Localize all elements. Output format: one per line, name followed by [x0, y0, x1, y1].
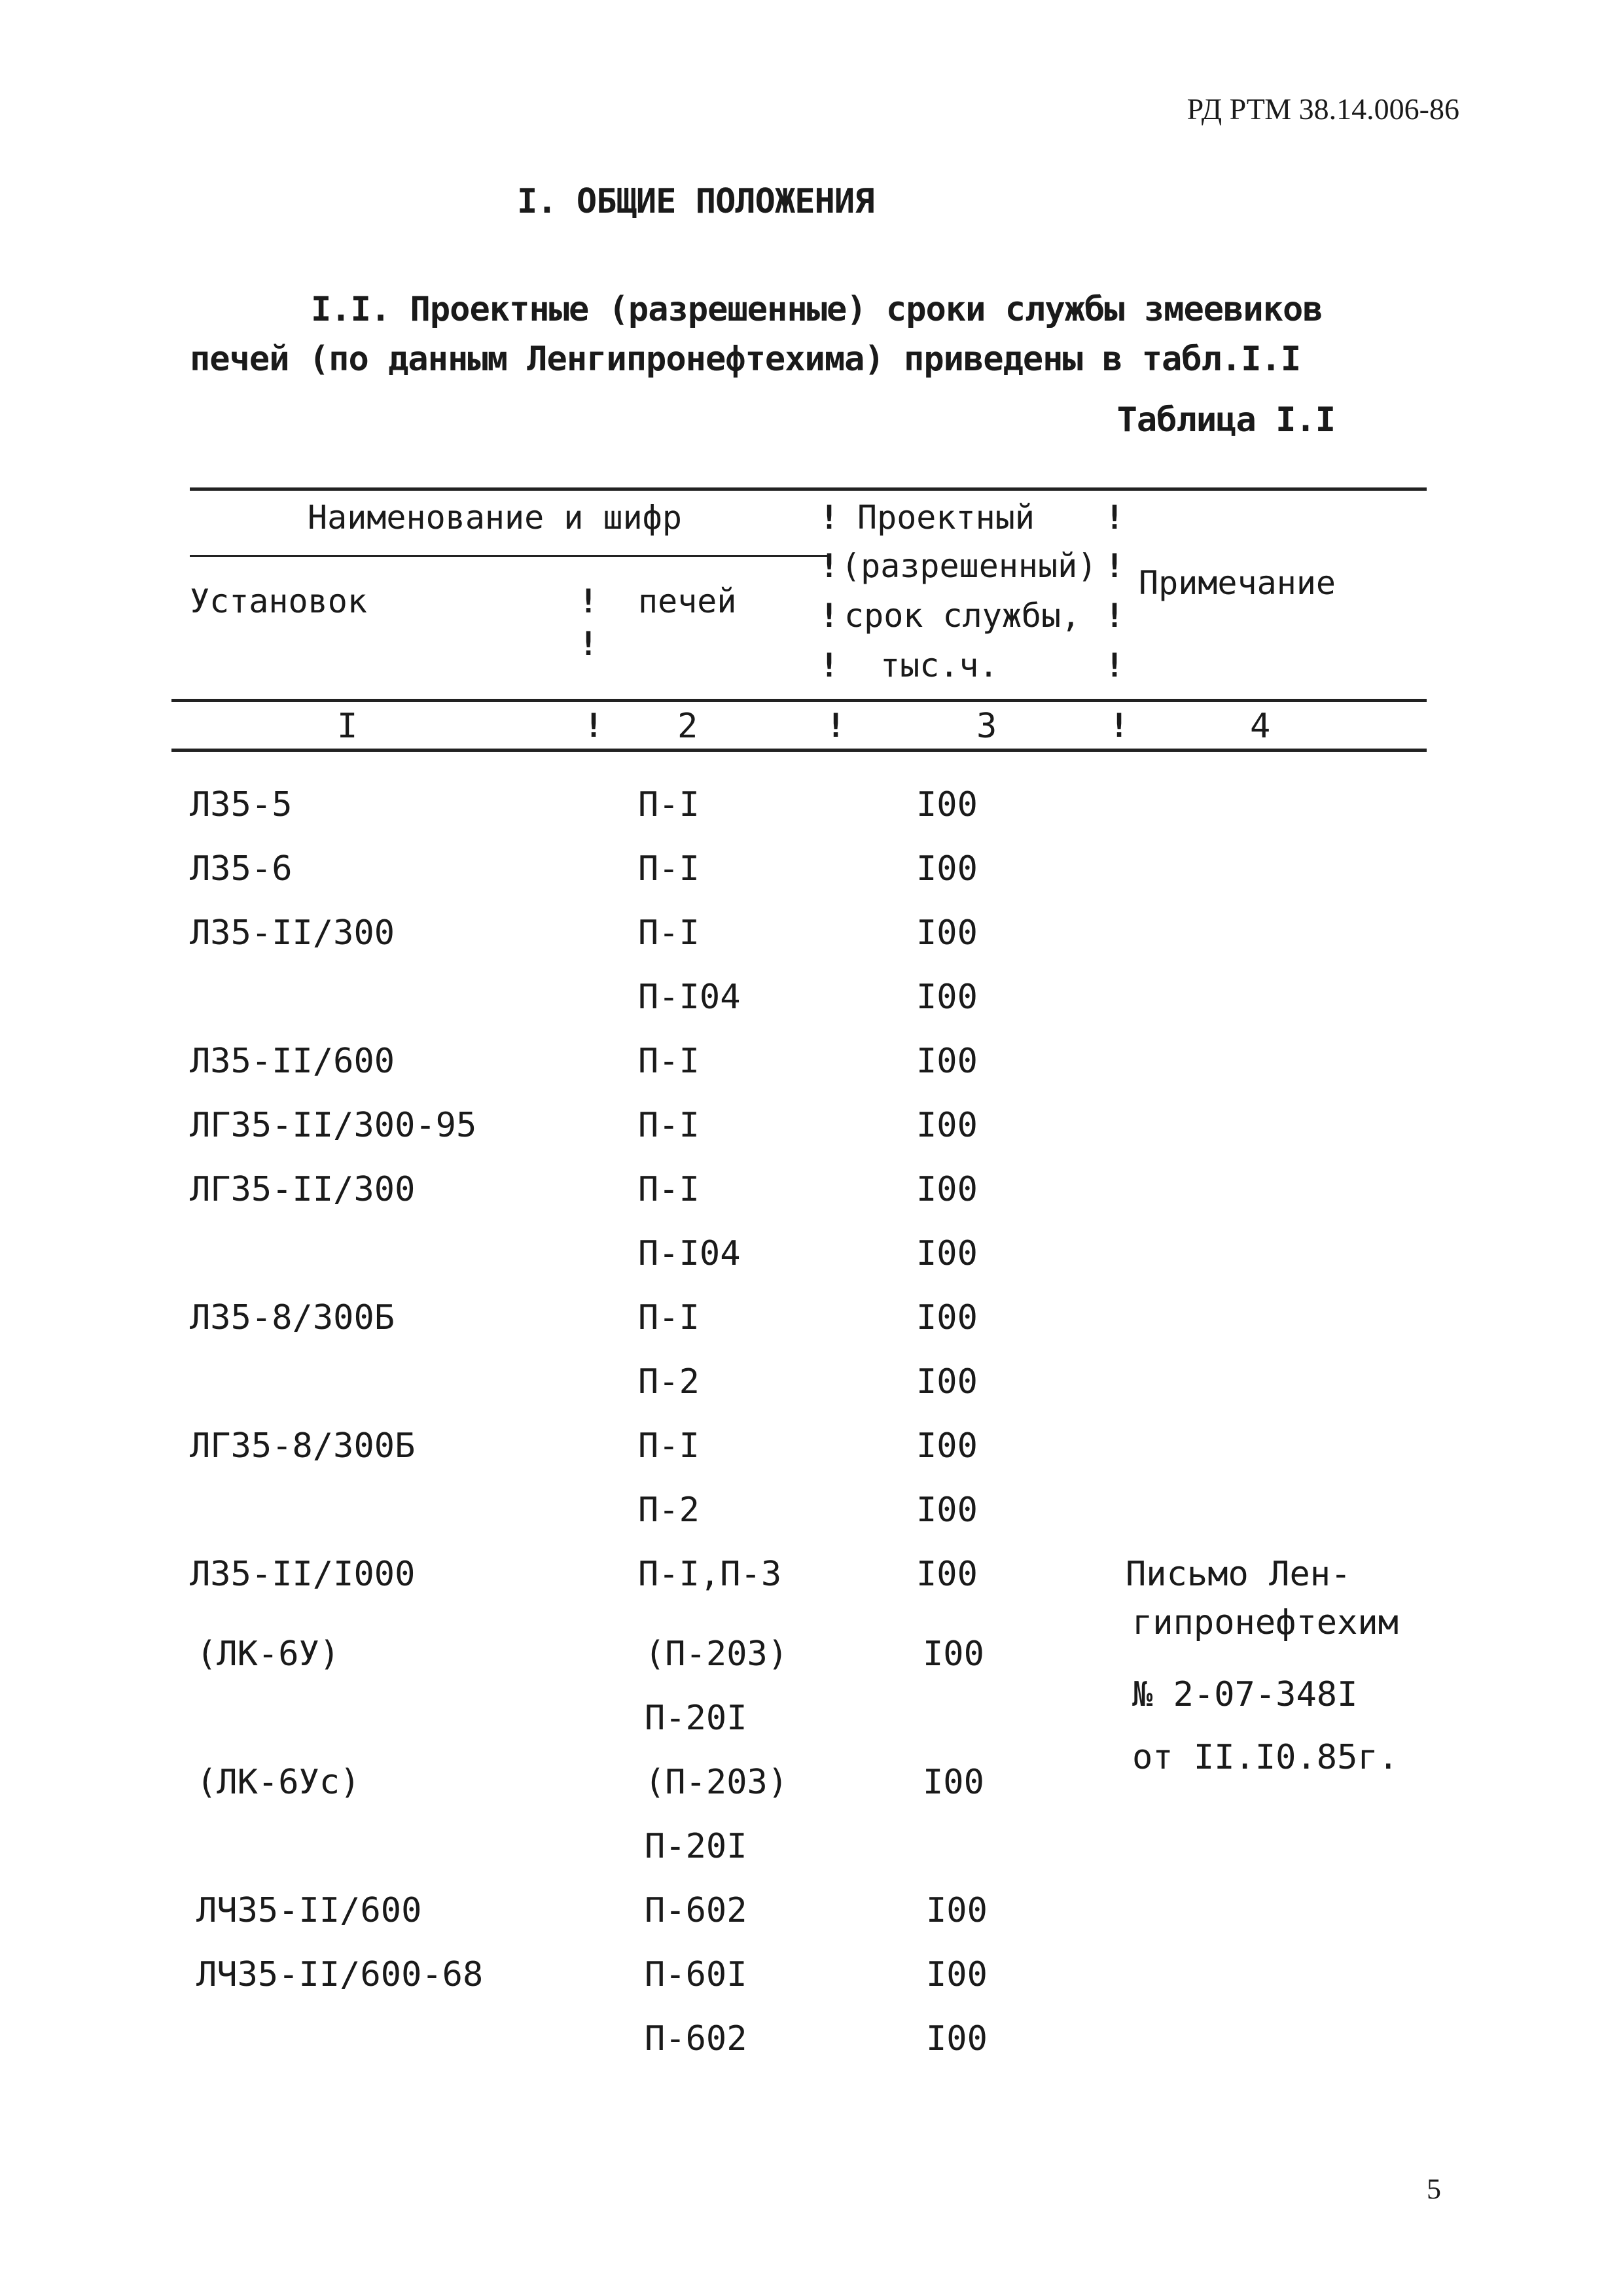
unit-cell: ЛЧ35-II/600-68	[196, 1955, 484, 1994]
column-separator: !	[819, 547, 840, 585]
unit-cell: ЛЧ35-II/600	[196, 1891, 422, 1930]
service-life-cell: I00	[926, 1891, 988, 1930]
service-life-cell: I00	[923, 1634, 984, 1674]
table-top-rule	[190, 487, 1427, 491]
document-code: РД РТМ 38.14.006-86	[1186, 92, 1459, 126]
furnace-cell: П-I,П-3	[638, 1555, 782, 1594]
service-life-cell: I00	[916, 1362, 978, 1402]
furnace-cell: (П-203)	[645, 1634, 789, 1674]
unit-cell: Л35-6	[190, 849, 293, 889]
intro-paragraph	[190, 285, 1433, 384]
service-life-cell: I00	[926, 1955, 988, 1994]
column-separator: !	[1105, 597, 1125, 635]
unit-cell: ЛГ35-8/300Б	[190, 1426, 416, 1466]
paragraph-line: I.I. Проектные (разрешенные) сроки службы змеевиков	[311, 290, 1323, 329]
header-group-name: Наименование и шифр	[308, 499, 682, 537]
service-life-cell: I00	[916, 1298, 978, 1337]
furnace-cell: П-I	[638, 849, 700, 889]
column-separator: !	[826, 707, 846, 745]
service-life-cell: I00	[916, 1234, 978, 1273]
service-life-cell: I00	[916, 785, 978, 824]
furnace-cell: П-60I	[645, 1955, 747, 1994]
service-life-cell: I00	[916, 1491, 978, 1530]
furnace-cell: П-I	[638, 1426, 700, 1466]
column-number: 2	[677, 707, 698, 746]
service-life-cell: I00	[916, 1042, 978, 1081]
header-service-life-4: тыс.ч.	[880, 646, 999, 684]
column-separator: !	[1109, 707, 1130, 745]
service-life-cell: I00	[916, 849, 978, 889]
column-separator: !	[579, 625, 599, 663]
header-furnaces: печей	[638, 582, 737, 620]
column-separator: !	[579, 582, 599, 620]
furnace-cell: П-602	[645, 1891, 747, 1930]
column-number: 3	[976, 707, 997, 746]
numbers-bottom-rule	[171, 749, 1427, 752]
service-life-cell: I00	[916, 1426, 978, 1466]
unit-cell: Л35-8/300Б	[190, 1298, 395, 1337]
column-number: I	[337, 707, 358, 746]
unit-cell: Л35-II/I000	[190, 1555, 416, 1594]
service-life-cell: I00	[926, 2019, 988, 2058]
furnace-cell: П-20I	[645, 1699, 747, 1738]
unit-cell: (ЛК-6Ус)	[196, 1763, 361, 1802]
furnace-cell: П-20I	[645, 1827, 747, 1866]
header-group-rule	[190, 555, 828, 557]
column-separator: !	[584, 707, 604, 745]
section-title: I. ОБЩИЕ ПОЛОЖЕНИЯ	[517, 182, 874, 221]
note-line: № 2-07-348I	[1132, 1675, 1358, 1714]
service-life-cell: I00	[923, 1763, 984, 1802]
column-separator: !	[819, 499, 840, 537]
unit-cell: (ЛК-6У)	[196, 1634, 340, 1674]
furnace-cell: П-I	[638, 1298, 700, 1337]
header-service-life-3: срок службы,	[844, 597, 1081, 635]
page-number: 5	[1427, 2173, 1441, 2205]
column-separator: !	[1105, 499, 1125, 537]
header-bottom-rule	[171, 699, 1427, 702]
furnace-cell: П-2	[638, 1362, 700, 1402]
furnace-cell: (П-203)	[645, 1763, 789, 1802]
service-life-cell: I00	[916, 1170, 978, 1209]
furnace-cell: П-602	[645, 2019, 747, 2058]
paragraph-line: печей (по данным Ленгипронефтехима) приведены в табл.I.I	[190, 340, 1301, 379]
note-line: гипронефтехим	[1132, 1603, 1399, 1642]
furnace-cell: П-I	[638, 785, 700, 824]
service-life-cell: I00	[916, 1106, 978, 1145]
note-line: Письмо Лен-	[1126, 1555, 1351, 1594]
column-separator: !	[1105, 547, 1125, 585]
furnace-cell: П-I04	[638, 1234, 741, 1273]
header-units: Установок	[190, 582, 367, 620]
furnace-cell: П-I	[638, 1106, 700, 1145]
unit-cell: Л35-II/300	[190, 913, 395, 953]
service-life-cell: I00	[916, 978, 978, 1017]
unit-cell: Л35-5	[190, 785, 293, 824]
furnace-cell: П-I	[638, 913, 700, 953]
note-line: от II.I0.85г.	[1132, 1738, 1399, 1777]
unit-cell: Л35-II/600	[190, 1042, 395, 1081]
service-life-cell: I00	[916, 1555, 978, 1594]
furnace-cell: П-I	[638, 1042, 700, 1081]
column-number: 4	[1250, 707, 1271, 746]
furnace-cell: П-I	[638, 1170, 700, 1209]
table-caption: Таблица I.I	[1116, 400, 1335, 440]
furnace-cell: П-I04	[638, 978, 741, 1017]
service-life-cell: I00	[916, 913, 978, 953]
header-note: Примечание	[1139, 564, 1336, 602]
header-service-life-2: (разрешенный)	[841, 547, 1097, 585]
furnace-cell: П-2	[638, 1491, 700, 1530]
header-service-life-1: Проектный	[857, 499, 1035, 537]
unit-cell: ЛГ35-II/300	[190, 1170, 416, 1209]
column-separator: !	[819, 597, 840, 635]
unit-cell: ЛГ35-II/300-95	[190, 1106, 477, 1145]
column-separator: !	[1105, 646, 1125, 684]
column-separator: !	[819, 646, 840, 684]
